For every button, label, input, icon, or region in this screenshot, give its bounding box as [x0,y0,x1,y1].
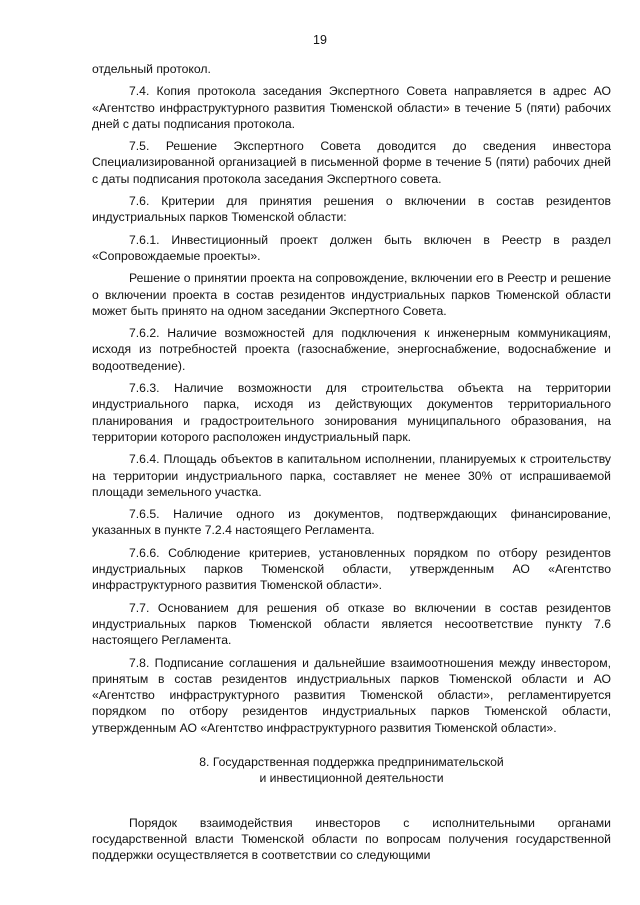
paragraph-7-6-4: 7.6.4. Площадь объектов в капитальном исполнении, планируемых к строительству на территории индустриального парка, составляет не менее 30% от испрашиваемой площади земельного участка. [92,452,611,499]
paragraph-7-6-3: 7.6.3. Наличие возможности для строительства объекта на территории индустриального парка, исходя из действующих документов территориального планирования и градостроительного зонирования муниципального образования, на территории которого расположен индустриальный парк. [92,381,611,444]
section-title-line-2: и инвестиционной деятельности [259,771,444,786]
section-8-heading [92,754,611,787]
paragraph-7-5: 7.5. Решение Экспертного Совета доводится до сведения инвестора Специализированной организацией в письменной форме в течение 5 (пяти) рабочих дней с даты подписания протокола заседания Экспертного совета. [92,139,611,186]
paragraph-7-6-6: 7.6.6. Соблюдение критериев, установленных порядком по отбору резидентов индустриальных парков Тюменской области, утвержденным АО «Агентство инфраструктурного развития Тюменской области». [92,545,611,593]
paragraph-7-6-1-note: Решение о принятии проекта на сопровождение, включении его в Реестр и решение о включении проекта в состав резидентов индустриальных парков Тюменской области может быть принято на одном заседании Экспертного Совета. [92,271,611,318]
document-body [92,61,611,863]
paragraph-7-6: 7.6. Критерии для принятия решения о включении в состав резидентов индустриальных парков Тюменской области: [92,194,611,225]
paragraph-7-6-1: 7.6.1. Инвестиционный проект должен быть включен в Реестр в раздел «Сопровождаемые проекты». [92,232,611,263]
paragraph-continuation: отдельный протокол. [92,62,211,76]
paragraph-7-4: 7.4. Копия протокола заседания Экспертного Совета направляется в адрес АО «Агентство инфраструктурного развития Тюменской области» в течение 5 (пяти) рабочих дней с даты подписания протокола. [92,84,611,131]
paragraph-7-6-5: 7.6.5. Наличие одного из документов, подтверждающих финансирование, указанных в пункте 7.2.4 настоящего Регламента. [92,507,611,538]
paragraph-8-intro: Порядок взаимодействия инвесторов с исполнительными органами государственной власти Тюменской области по вопросам получения государственной поддержки осуществляется в соответствии со следующими [92,815,611,863]
paragraph-7-8: 7.8. Подписание соглашения и дальнейшие взаимоотношения между инвестором, принятым в состав резидентов индустриальных парков Тюменской области и АО «Агентство инфраструктурного развития Тюменской области», регламентируется порядком по отбору резидентов индустриальных парков Тюменской области, утвержденным АО «Агентство инфраструктурного развития Тюменской области». [92,655,611,735]
paragraph-7-6-2: 7.6.2. Наличие возможностей для подключения к инженерным коммуникациям, исходя из потребностей проекта (газоснабжение, энергоснабжение, водоснабжение и водоотведение). [92,326,611,373]
section-title-line-1: 8. Государственная поддержка предпринимательской [199,754,504,769]
paragraph-7-7: 7.7. Основанием для решения об отказе во включении в состав резидентов индустриальных парков Тюменской области является несоответствие пункту 7.6 настоящего Регламента. [92,600,611,648]
page-number: 19 [313,33,327,47]
